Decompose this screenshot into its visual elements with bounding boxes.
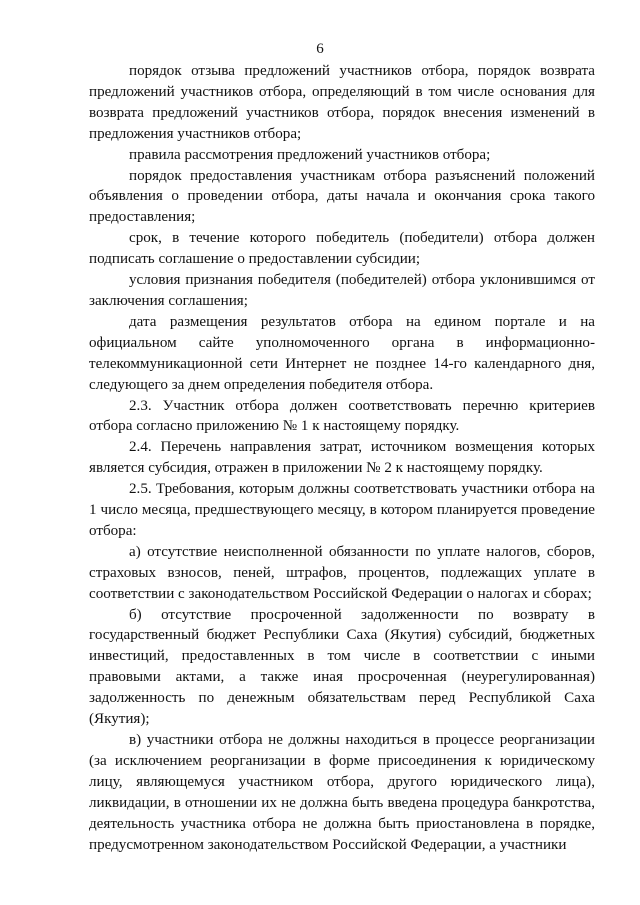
page-number: 6 bbox=[316, 41, 324, 57]
paragraph-2-5-b: б) отсутствие просроченной задолженности по возврату в государственный бюджет Республики Саха (Якутия) субсидий, бюджетных инвестиций, предоставленных в том числе в соответствии с иными правовыми актами, а также иная просроченная (неурегулированная) задолженность по денежным обязательствам перед Республикой Саха (Якутия); bbox=[89, 606, 595, 728]
paragraph-withdrawal-procedure: порядок отзыва предложений участников отбора, порядок возврата предложений участников отбора, определяющий в том числе основания для возврата предложений участников отбора, порядок внесения изменений в предложения участников отбора; bbox=[89, 63, 595, 142]
paragraph-2-5-a: а) отсутствие неисполненной обязанности по уплате налогов, сборов, страховых взносов, пеней, штрафов, процентов, подлежащих уплате в соответствии с законодательством Российской Федерации о налогах и сборах; bbox=[89, 543, 595, 602]
paragraph-2-5-v: в) участники отбора не должны находиться в процессе реорганизации (за исключением реорганизации в форме присоединения к юридическому лицу, являющемуся участником отбора, другого юридического лица), ликвидации, в отношении их не должна быть введена процедура банкротства, деятельность участника отбора не должна быть приостановлена в порядке, предусмотренном законодательством Российской Федерации, а участники bbox=[89, 732, 595, 853]
paragraph-2-5: 2.5. Требования, которым должны соответствовать участники отбора на 1 число месяца, предшествующего месяцу, в котором планируется проведение отбора: bbox=[89, 481, 595, 539]
paragraph-results-publication: дата размещения результатов отбора на едином портале и на официальном сайте уполномоченного органа в информационно-телекоммуникационной сети Интернет не позднее 14-го календарного дня, следующего за днем определения победителя отбора. bbox=[89, 313, 595, 393]
paragraph-2-3: 2.3. Участник отбора должен соответствовать перечню критериев отбора согласно приложению № 1 к настоящему порядку. bbox=[89, 397, 595, 435]
paragraph-2-4: 2.4. Перечень направления затрат, источником возмещения которых является субсидия, отражен в приложении № 2 к настоящему порядку. bbox=[89, 439, 595, 477]
document-body bbox=[89, 61, 595, 855]
paragraph-evasion-conditions: условия признания победителя (победителей) отбора уклонившимся от заключения соглашения; bbox=[89, 272, 595, 309]
paragraph-clarification-procedure: порядок предоставления участникам отбора разъяснений положений объявления о проведении отбора, даты начала и окончания срока такого предоставления; bbox=[89, 167, 595, 226]
paragraph-review-rules: правила рассмотрения предложений участников отбора; bbox=[129, 146, 491, 163]
paragraph-signing-deadline: срок, в течение которого победитель (победители) отбора должен подписать соглашение о предоставлении субсидии; bbox=[89, 230, 595, 268]
